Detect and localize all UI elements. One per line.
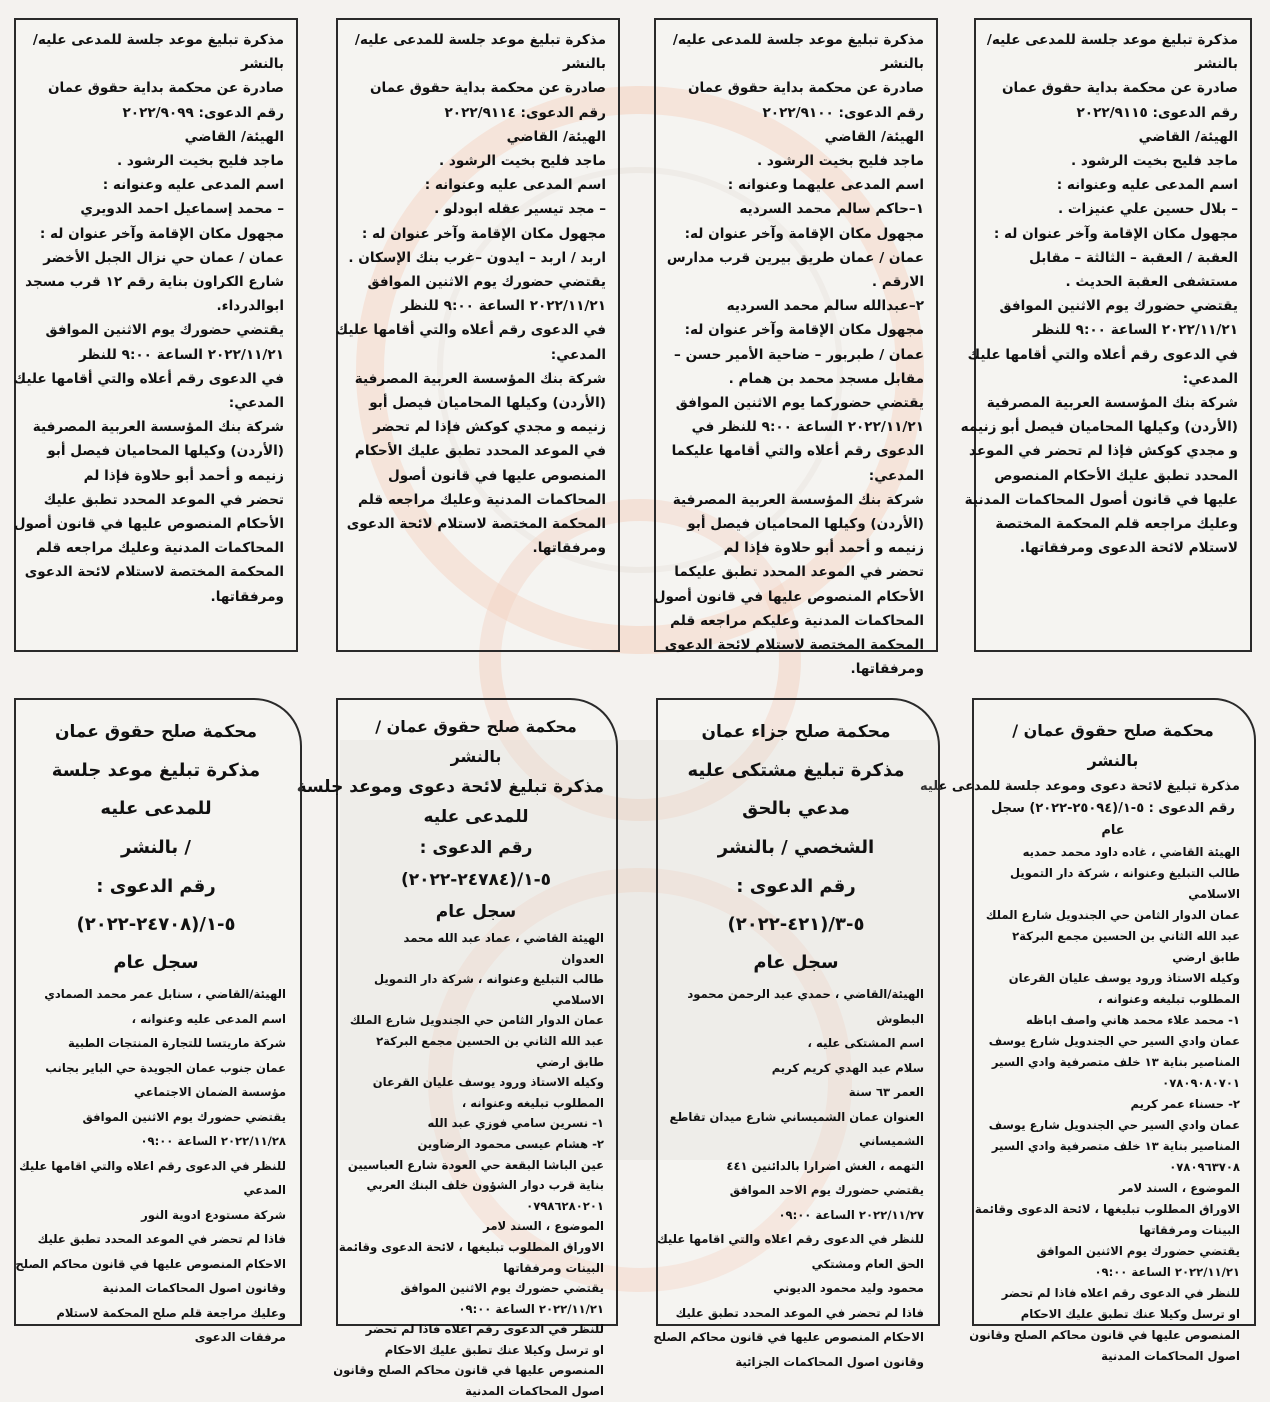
text-line: اسم المدعى عليه وعنوانه : xyxy=(102,177,284,194)
notice-title: مذكرة تبليغ موعد جلسة للمدعى عليه xyxy=(51,760,261,819)
notice-text xyxy=(653,28,924,681)
text-line: زنيمه و أحمد أبو حلاوة فإذا لم xyxy=(723,540,924,557)
text-line: مستشفى العقبة الحديث . xyxy=(1065,274,1238,291)
text-line: المطلوب تبليغه وعنوانه ، xyxy=(461,1095,604,1110)
text-line: وكيله الاستاذ ورود يوسف عليان القرعان xyxy=(1008,971,1240,985)
text-line: اسم المدعى عليهما وعنوانه : xyxy=(727,177,924,194)
text-line: المحكمة المختصة لاستلام لائحة الدعوى xyxy=(24,564,284,581)
notice-case-24708 xyxy=(14,698,302,1344)
notice-title-line2: / بالنشر xyxy=(121,837,191,858)
text-line: مذكرة تبليغ موعد جلسة للمدعى عليه/ xyxy=(32,32,284,48)
text-line: ٢٠٢٢/١١/٢١ الساعة ٠٩:٠٠ xyxy=(1094,1265,1240,1279)
text-line: الاسلامي xyxy=(552,992,604,1007)
text-line: الهيئة/القاضي ، حمدي عبد الرحمن محمود xyxy=(687,987,924,1001)
text-line: اربد / اربد – ايدون –غرب بنك الإسكان . xyxy=(348,249,606,266)
text-line: الموضوع ، السند لامر xyxy=(1119,1181,1240,1195)
text-line: ١–حاكم سالم محمد السرديه xyxy=(739,201,924,218)
case-number: رقم الدعوى : ٥-١/(٢٤٧٠٨-٢٠٢٢) xyxy=(76,876,236,935)
text-line: مقابل مسجد محمد بن همام . xyxy=(728,370,924,387)
text-line: وقانون اصول المحاكمات المدنية xyxy=(102,1281,286,1295)
text-line: الدعوى رقم أعلاه والتي أقامها عليكما xyxy=(671,443,924,460)
notice-text xyxy=(15,982,286,1350)
text-line: الهيئة/القاضي ، سنابل عمر محمد الصمادي xyxy=(44,987,286,1001)
text-line: مرفقات الدعوى xyxy=(194,1330,286,1344)
text-line: ومرفقاتها. xyxy=(532,540,606,557)
text-line: اسم المدعى عليه وعنوانه : xyxy=(424,177,606,194)
text-line: ٢٠٢٢/١١/٢١ الساعة ٩:٠٠ للنظر xyxy=(1033,322,1238,339)
text-line: الحق العام ومشتكي xyxy=(811,1256,924,1271)
court-heading: محكمة صلح حقوق عمان / بالنشر xyxy=(1012,721,1214,770)
text-line: الهيئة/ القاضي xyxy=(824,128,924,145)
text-line: او ترسل وكيلا عنك تطبق عليك الاحكام xyxy=(1020,1307,1240,1321)
text-line: المدعي: xyxy=(550,346,606,363)
text-line: المناصير بناية ١٣ خلف متصرفية وادي السير xyxy=(991,1139,1240,1153)
text-line: شركة بنك المؤسسة العربية المصرفية xyxy=(354,370,606,387)
text-line: وكيله الاستاذ ورود يوسف عليان القرعان xyxy=(372,1075,604,1090)
text-line: مجهول مكان الإقامة وآخر عنوان له : xyxy=(39,225,284,242)
register-label: سجل عام xyxy=(753,952,839,973)
text-line: مذكرة تبليغ موعد جلسة للمدعى عليه/ xyxy=(672,32,924,48)
text-line: عمان الدوار الثامن حي الجندويل شارع الملك xyxy=(349,1013,604,1028)
text-line: البينات ومرفقاتها xyxy=(1139,1223,1240,1237)
notice-title-line2: للمدعى عليه xyxy=(423,807,529,827)
text-line: او ترسل وكيلا عنك تطبق عليك الاحكام xyxy=(384,1342,604,1357)
text-line: مجهول مكان الإقامة وآخر عنوان له: xyxy=(684,322,924,339)
text-line: ومرفقاتها. xyxy=(210,588,284,605)
text-line: التهمه ، الغش اضرارا بالدائنين ٤٤١ xyxy=(726,1158,924,1173)
text-line: ٢٠٢٢/١١/٢٧ الساعة ٠٩:٠٠ xyxy=(778,1207,924,1222)
text-line: مجهول مكان الإقامة وآخر عنوان له: xyxy=(684,225,924,242)
text-line: الأحكام المنصوص عليها في قانون أصول xyxy=(653,588,924,605)
text-line: المناصير بناية ١٣ خلف متصرفية وادي السير xyxy=(991,1055,1240,1069)
text-line: بالنشر xyxy=(880,56,924,73)
case-number: رقم الدعوى : ٥-١/(٢٥٠٩٤-٢٠٢٢) سجل عام xyxy=(991,801,1235,838)
text-line: الهيئة القاضي ، عماد عبد الله محمد xyxy=(403,931,604,945)
text-line: يقتضي حضورك يوم الاثنين الموافق xyxy=(82,1109,286,1124)
notice-case-421 xyxy=(653,698,940,1369)
notice-title-line2: الشخصي / بالنشر xyxy=(717,837,875,858)
text-line: – بلال حسين علي عنيزات . xyxy=(1057,201,1238,218)
notice-case-9114 xyxy=(336,18,620,652)
text-line: شركة مستودع ادوية النور xyxy=(141,1207,286,1222)
text-line: سلام عبد الهدي كريم كريم xyxy=(771,1060,924,1075)
text-line: – محمد إسماعيل احمد الدويري xyxy=(80,201,284,218)
text-line: الاوراق المطلوب تبليغها ، لائحة الدعوى وقائمة xyxy=(974,1202,1240,1216)
text-line: – مجد تيسير عقله ابودلو . xyxy=(434,201,606,218)
text-line: مؤسسة الضمان الاجتماعي xyxy=(134,1085,286,1099)
text-line: يقتضي حضورك يوم الاثنين الموافق xyxy=(1036,1244,1240,1258)
text-line: ١- محمد علاء محمد هاني واصف اباظه xyxy=(1025,1013,1240,1027)
text-line: عبد الله الثاني بن الحسين مجمع البركة٢ xyxy=(1012,929,1240,943)
text-line: اصول المحاكمات المدنية xyxy=(465,1384,604,1399)
text-line: يقتضي حضوركما يوم الاثنين الموافق xyxy=(675,395,924,412)
text-line: محمود وليد محمود الديوني xyxy=(773,1281,924,1295)
text-line: عليها في قانون أصول المحاكمات المدنية xyxy=(964,491,1238,508)
text-line: مجهول مكان الإقامة وآخر عنوان له : xyxy=(361,225,606,242)
text-line: شركة بنك المؤسسة العربية المصرفية xyxy=(986,395,1238,412)
text-line: المحكمة المختصة لاستلام لائحة الدعوى xyxy=(664,637,924,654)
text-line: العمر ٦٣ سنة xyxy=(848,1085,924,1099)
text-line: ٠٧٨٠٩٦٣٧٠٨ xyxy=(1169,1160,1240,1174)
notice-case-9100 xyxy=(653,18,938,678)
notice-text xyxy=(960,28,1238,560)
text-line: المحدد تطبق عليك الأحكام المنصوص xyxy=(994,467,1238,484)
text-line: صادرة عن محكمة بداية حقوق عمان xyxy=(1001,80,1238,97)
notice-case-9099 xyxy=(14,18,298,652)
register-label: سجل عام xyxy=(113,952,199,973)
text-line: عمان وادي السير حي الجندويل شارع يوسف xyxy=(988,1118,1240,1132)
text-line: الارقم . xyxy=(871,274,924,291)
text-line: في الدعوى رقم أعلاه والتي أقامها عليك xyxy=(13,370,284,387)
notice-text xyxy=(653,982,924,1374)
text-line: شارع الكراون بناية رقم ١٢ قرب مسجد xyxy=(25,274,284,291)
notice-title: مذكرة تبليغ لائحة دعوى وموعد جلسة xyxy=(296,777,604,797)
text-line: الشميساني xyxy=(859,1134,924,1148)
text-line: ٢٠٢٢/١١/٢١ الساعة ٠٩:٠٠ xyxy=(458,1301,604,1316)
text-line: اسم المدعى عليه وعنوانه ، xyxy=(131,1011,286,1026)
text-line: زنيمه و مجدي كوكش فإذا لم تحضر xyxy=(373,419,606,436)
court-heading: محكمة صلح حقوق عمان xyxy=(55,722,257,742)
text-line: العنوان عمان الشميساني شارع ميدان تقاطع xyxy=(669,1109,924,1124)
text-line: بناية قرب دوار الشؤون خلف البنك العربي xyxy=(366,1178,604,1193)
text-line: المحاكمات المدنية وعليك مراجعه قلم xyxy=(36,540,284,557)
case-number: رقم الدعوى : ٥-١/(٢٤٧٨٤-٢٠٢٢) xyxy=(400,838,552,890)
text-line: طابق ارضي xyxy=(536,1054,604,1069)
notice-title: مذكرة تبليغ لائحة دعوى وموعد جلسة للمدعى عليه xyxy=(920,779,1240,794)
notice-text xyxy=(969,842,1240,1367)
text-line: وقانون اصول المحاكمات الجزائية xyxy=(735,1354,924,1369)
text-line: شركة بنك المؤسسة العربية المصرفية xyxy=(32,419,284,436)
text-line: مجهول مكان الإقامة وآخر عنوان له : xyxy=(993,225,1238,242)
text-line: في الموعد المحدد تطبق عليك الأحكام xyxy=(354,443,606,460)
text-line: ١- نسرين سامي فوزي عبد الله xyxy=(427,1116,604,1131)
text-line: الأحكام المنصوص عليها في قانون أصول xyxy=(13,516,284,533)
text-line: و مجدي كوكش فإذا لم تحضر في الموعد xyxy=(968,443,1238,460)
text-line: المحاكمات المدنية وعليكم مراجعه قلم xyxy=(670,612,924,629)
text-line: وعليك مراجعة قلم صلح المحكمة لاستلام xyxy=(56,1305,286,1320)
text-line: ماجد فليح بخيت الرشود . xyxy=(757,153,924,170)
text-line: مذكرة تبليغ موعد جلسة للمدعى عليه/ xyxy=(986,32,1238,48)
text-line: المدعي: xyxy=(228,395,284,412)
text-line: يقتضي حضورك يوم الاثنين الموافق xyxy=(367,274,606,291)
text-line: عمان / طبربور – ضاحية الأمير حسن – xyxy=(674,346,924,363)
text-line: ماجد فليح بخيت الرشود . xyxy=(1071,153,1238,170)
text-line: رقم الدعوى: ٢٠٢٢/٩١١٥ xyxy=(1076,104,1238,121)
text-line: المدعي xyxy=(243,1183,286,1197)
register-label: سجل عام xyxy=(435,902,517,922)
text-line: رقم الدعوى: ٢٠٢٢/٩٠٩٩ xyxy=(122,104,284,121)
text-line: يقتضي حضورك يوم الاثنين الموافق xyxy=(400,1281,604,1296)
text-line: تحضر في الموعد المحدد تطبق عليك xyxy=(43,491,284,508)
text-line: المدعي: xyxy=(1182,370,1238,387)
notice-case-9115 xyxy=(960,18,1252,652)
text-line: (الأردن) وكيلها المحاميان فيصل أبو xyxy=(687,516,924,533)
text-line: فاذا لم تحضر في الموعد المحدد تطبق عليك xyxy=(675,1305,924,1320)
text-line: عمان جنوب عمان الجويدة حي الباير بجانب xyxy=(45,1060,286,1075)
text-line: عين الباشا البقعة حي العودة شارع العباسيين xyxy=(347,1157,604,1172)
text-line: شركة بنك المؤسسة العربية المصرفية xyxy=(672,491,924,508)
text-line: يقتضي حضورك يوم الاثنين الموافق xyxy=(45,322,284,339)
text-line: ٠٧٩٨٦٢٨٠٢٠١ xyxy=(526,1198,604,1213)
text-line: ومرفقاتها. xyxy=(850,661,924,678)
text-line: الهيئة القاضي ، غاده داود محمد حمديه xyxy=(1022,845,1240,859)
text-line: المطلوب تبليغه وعنوانه ، xyxy=(1097,992,1240,1006)
text-line: الاوراق المطلوب تبليغها ، لائحة الدعوى وقائمة xyxy=(338,1239,604,1254)
text-line: العدوان xyxy=(561,951,604,966)
text-line: البينات ومرفقاتها xyxy=(503,1260,604,1275)
text-line: تحضر في الموعد المحدد تطبق عليكما xyxy=(674,564,924,581)
text-line: طالب التبليغ وعنوانه ، شركة دار التمويل xyxy=(374,972,604,987)
text-line: لاستلام لائحة الدعوى ومرفقاتها. xyxy=(1019,540,1238,557)
text-line: المنصوص عليها في قانون محاكم الصلح وقانون xyxy=(333,1363,604,1378)
text-line: ٢- حسناء عمر كريم xyxy=(1130,1097,1240,1111)
text-line: وعليك مراجعه قلم المحكمة المختصة xyxy=(995,516,1238,533)
text-line: المنصوص عليها في قانون أصول xyxy=(387,467,606,484)
text-line: ماجد فليح بخيت الرشود . xyxy=(117,153,284,170)
court-heading: محكمة صلح حقوق عمان / بالنشر xyxy=(375,717,577,766)
text-line: المحاكمات المدنية وعليك مراجعه قلم xyxy=(358,491,606,508)
text-line: ٢–عبدالله سالم محمد السرديه xyxy=(726,298,924,315)
text-line: ٢٠٢٢/١١/٢١ الساعة ٩:٠٠ للنظر في xyxy=(691,419,924,436)
text-line: صادرة عن محكمة بداية حقوق عمان xyxy=(47,80,284,97)
text-line: اصول المحاكمات المدنية xyxy=(1101,1349,1240,1363)
text-line: للنظر في الدعوى رقم اعلاه والتي اقامها عليك xyxy=(657,1232,924,1246)
text-line: عمان وادي السير حي الجندويل شارع يوسف xyxy=(988,1034,1240,1048)
text-line: الاحكام المنصوص عليها في قانون محاكم الصلح xyxy=(653,1330,924,1344)
notice-case-25094 xyxy=(920,698,1256,1363)
text-line: البطوش xyxy=(876,1011,924,1026)
text-line: رقم الدعوى: ٢٠٢٢/٩١٠٠ xyxy=(762,104,924,121)
text-line: عمان الدوار الثامن حي الجندويل شارع الملك xyxy=(985,908,1240,922)
text-line: فاذا لم تحضر في الموعد المحدد تطبق عليك xyxy=(37,1232,286,1246)
text-line: الهيئة/ القاضي xyxy=(506,128,606,145)
text-line: ٢٠٢٢/١١/٢٨ الساعة ٠٩:٠٠ xyxy=(140,1134,286,1148)
text-line: بالنشر xyxy=(562,56,606,73)
text-line: صادرة عن محكمة بداية حقوق عمان xyxy=(687,80,924,97)
text-line: ٢٠٢٢/١١/٢١ الساعة ٩:٠٠ للنظر xyxy=(401,298,606,315)
notice-title: مذكرة تبليغ مشتكى عليه مدعي بالحق xyxy=(687,760,905,819)
text-line: للنظر في الدعوى رقم اعلاه فاذا لم تحضر xyxy=(1001,1286,1240,1300)
text-line: المنصوص عليها في قانون محاكم الصلح وقانون xyxy=(969,1328,1240,1342)
text-line: طالب التبليغ وعنوانه ، شركة دار التمويل xyxy=(1010,866,1240,880)
text-line: الهيئة/ القاضي xyxy=(184,128,284,145)
text-line: شركة ماريتسا للتجارة المنتجات الطبية xyxy=(67,1036,286,1050)
text-line: ٠٧٨٠٩٠٨٠٧٠١ xyxy=(1162,1076,1240,1090)
text-line: يقتضي حضورك يوم الاحد الموافق xyxy=(729,1183,924,1197)
text-line: الهيئة/ القاضي xyxy=(1138,128,1238,145)
text-line: عبد الله الثاني بن الحسين مجمع البركة٢ xyxy=(376,1033,604,1048)
text-line: في الدعوى رقم أعلاه والتي أقامها عليك xyxy=(967,346,1238,363)
notice-text xyxy=(333,928,604,1402)
text-line: ٢٠٢٢/١١/٢١ الساعة ٩:٠٠ للنظر xyxy=(79,346,284,363)
text-line: المحكمة المختصة لاستلام لائحة الدعوى xyxy=(346,516,606,533)
text-line: عمان / عمان حي نزال الجبل الأخضر xyxy=(43,249,284,266)
text-line: العقبة / العقبة – الثالثة – مقابل xyxy=(1029,249,1238,266)
text-line: اسم المشتكى عليه ، xyxy=(807,1036,924,1050)
text-line: رقم الدعوى: ٢٠٢٢/٩١١٤ xyxy=(444,104,606,121)
text-line: الاسلامي xyxy=(1188,887,1240,901)
text-line: عمان / عمان طريق بيرين قرب مدارس xyxy=(666,249,924,266)
text-line: اسم المدعى عليه وعنوانه : xyxy=(1056,177,1238,194)
text-line: زنيمه و أحمد أبو حلاوة فإذا لم xyxy=(83,467,284,484)
text-line: بالنشر xyxy=(1194,56,1238,73)
text-line: ابوالدرداء. xyxy=(216,298,284,315)
text-line: (الأردن) وكيلها المحاميان فيصل أبو xyxy=(47,443,284,460)
text-line: مذكرة تبليغ موعد جلسة للمدعى عليه/ xyxy=(354,32,606,48)
case-number: رقم الدعوى : ٥-٣/(٤٢١-٢٠٢٢) xyxy=(727,876,865,935)
text-line: يقتضي حضورك يوم الاثنين الموافق xyxy=(999,298,1238,315)
text-line: الاحكام المنصوص عليها في قانون محاكم الصلح xyxy=(15,1256,286,1271)
text-line: في الدعوى رقم أعلاه والتي أقامها عليك xyxy=(335,322,606,339)
text-line: ٢- هشام عيسى محمود الرضاوين xyxy=(417,1136,604,1151)
text-line: صادرة عن محكمة بداية حقوق عمان xyxy=(369,80,606,97)
text-line: طابق ارضي xyxy=(1172,950,1240,964)
text-line: للنظر في الدعوى رقم اعلاه فاذا لم تحضر xyxy=(365,1322,604,1337)
text-line: ماجد فليح بخيت الرشود . xyxy=(439,153,606,170)
text-line: (الأردن) وكيلها المحاميان فيصل أبو زنيمه xyxy=(960,419,1238,436)
text-line: للنظر في الدعوى رقم اعلاه والتي اقامها عليك xyxy=(19,1158,286,1173)
text-line: المدعي: xyxy=(868,467,924,484)
notice-text xyxy=(13,28,284,609)
text-line: بالنشر xyxy=(240,56,284,73)
notice-case-24784 xyxy=(296,698,618,1399)
court-heading: محكمة صلح جزاء عمان xyxy=(701,722,891,742)
text-line: (الأردن) وكيلها المحاميان فيصل أبو xyxy=(369,395,606,412)
notice-text xyxy=(335,28,606,560)
text-line: الموضوع ، السند لامر xyxy=(483,1219,604,1234)
